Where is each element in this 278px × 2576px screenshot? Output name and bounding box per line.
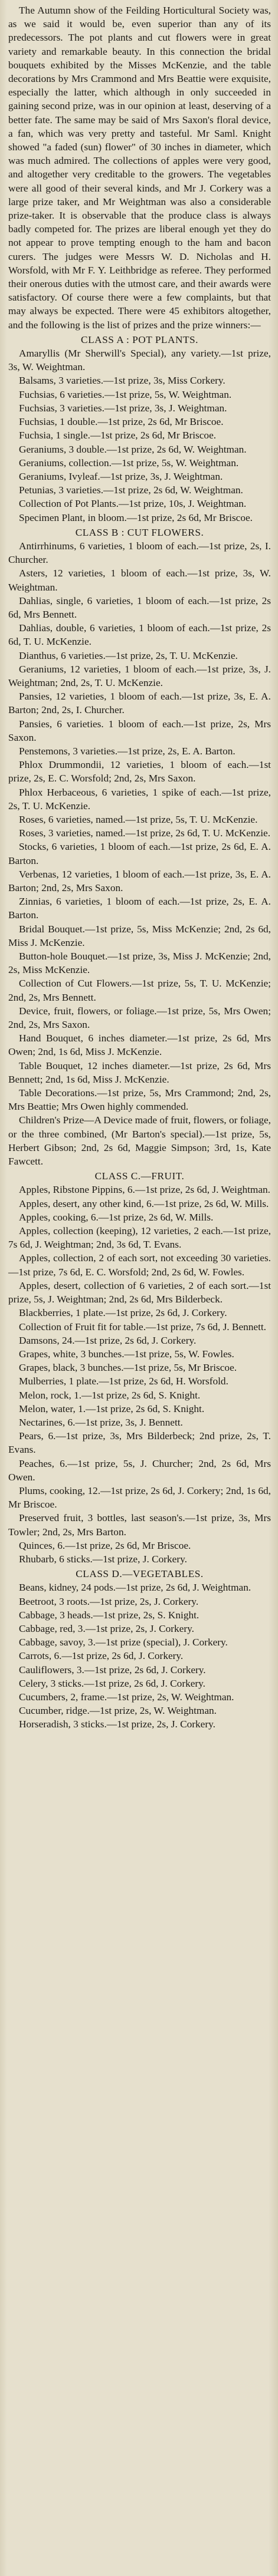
prize-entry: Beans, kidney, 24 pods.—1st prize, 2s 6d, J. Weightman. <box>19 1582 251 1594</box>
prize-entry: Cabbage, 3 heads.—1st prize, 2s, S. Knight. <box>19 1609 199 1621</box>
prize-entry: Roses, 6 varieties, named.—1st prize, 5s, T. U. McKenzie. <box>19 813 258 825</box>
prize-entry: Cauliflowers, 3.—1st prize, 2s 6d, J. Corkery. <box>19 1664 206 1675</box>
prize-entry: Fuchsia, 1 single.—1st prize, 2s 6d, Mr Briscoe. <box>19 430 217 441</box>
prize-entry: Collection of Pot Plants.—1st prize, 10s, J. Weightman. <box>19 498 247 510</box>
prize-entry: Preserved fruit, 3 bottles, last season's.—1st prize, 3s, Mrs Towler; 2nd, 2s, Mrs Barton. <box>8 1512 271 1538</box>
article-body <box>8 4 271 1731</box>
prize-entry: Fuchsias, 1 double.—1st prize, 2s 6d, Mr Briscoe. <box>19 416 224 428</box>
prize-entry: Hand Bouquet, 6 inches diameter.—1st prize, 2s 6d, Mrs Owen; 2nd, 1s 6d, Miss J. McKenzie. <box>8 1033 271 1058</box>
prize-entry: Bridal Bouquet.—1st prize, 5s, Miss McKenzie; 2nd, 2s 6d, Miss J. McKenzie. <box>8 923 271 948</box>
prize-entry: Mulberries, 1 plate.—1st prize, 2s 6d, H. Worsfold. <box>19 1376 228 1387</box>
prize-entry: Apples, cooking, 6.—1st prize, 2s 6d, W. Mills. <box>19 1211 214 1223</box>
prize-entry: Cabbage, red, 3.—1st prize, 2s, J. Corkery. <box>19 1622 194 1634</box>
prize-entry: Button-hole Bouquet.—1st prize, 3s, Miss J. McKenzie; 2nd, 2s, Miss McKenzie. <box>8 951 271 976</box>
prize-entry: Grapes, white, 3 bunches.—1st prize, 5s, W. Fowles. <box>19 1348 234 1360</box>
prize-entry: Rhubarb, 6 sticks.—1st prize, J. Corkery. <box>19 1553 187 1565</box>
prize-entry: Stocks, 6 varieties, 1 bloom of each.—1st prize, 2s 6d, E. A. Barton. <box>8 841 271 866</box>
prize-entry: Apples, collection (keeping), 12 varieties, 2 each.—1st prize, 7s 6d, J. Weightman; 2nd, 3s 6d, T. Evans. <box>8 1225 271 1251</box>
prize-entry: Roses, 3 varieties, named.—1st prize, 2s 6d, T. U. McKenzie. <box>19 827 271 839</box>
prize-entry: Geraniums, collection.—1st prize, 5s, W. Weightman. <box>19 457 239 469</box>
prize-entry: Table Bouquet, 12 inches diameter.—1st prize, 2s 6d, Mrs Bennett; 2nd, 1s 6d, Miss J. McKenzie. <box>8 1060 271 1085</box>
prize-entry: Geraniums, 3 double.—1st prize, 2s 6d, W. Weightman. <box>19 443 247 455</box>
prize-entry: Zinnias, 6 varieties, 1 bloom of each.—1st prize, 2s, E. A. Barton. <box>8 896 271 921</box>
prize-entry: Apples, collection, 2 of each sort, not exceeding 30 varieties.—1st prize, 7s 6d, E. C. Worsfold; 2nd, 2s 6d, W. Fowles. <box>8 1252 271 1278</box>
prize-entry: Pansies, 6 varieties. 1 bloom of each.—1st prize, 2s, Mrs Saxon. <box>8 718 271 743</box>
prize-entry: Horseradish, 3 sticks.—1st prize, 2s, J. Corkery. <box>19 1719 215 1730</box>
prize-entry: Beetroot, 3 roots.—1st prize, 2s, J. Corkery. <box>19 1595 199 1607</box>
prize-entry: Pansies, 12 varieties, 1 bloom of each.—1st prize, 3s, E. A. Barton; 2nd, 2s, I. Churcher. <box>8 691 271 716</box>
prize-entry: Geraniums, Ivyleaf.—1st prize, 3s, J. Weightman. <box>19 470 223 482</box>
prize-entry: Dahlias, double, 6 varieties, 1 bloom of each.—1st prize, 2s 6d, T. U. McKenzie. <box>8 622 271 648</box>
prize-entry: Device, fruit, flowers, or foliage.—1st prize, 5s, Mrs Owen; 2nd, 2s, Mrs Saxon. <box>8 1005 271 1031</box>
section-heading: CLASS D.—VEGETABLES. <box>76 1568 204 1580</box>
prize-entry: Apples, desert, collection of 6 varieties, 2 of each sort.—1st prize, 5s, J. Weightman; 2nd, 2s 6d, Mrs Bilderbeck. <box>8 1279 271 1305</box>
prize-entry: Phlox Drummondii, 12 varieties, 1 bloom of each.—1st prize, 2s, E. C. Worsfold; 2nd, 2s, Mrs Saxon. <box>8 759 271 784</box>
prize-entry: Fuchsias, 3 varieties.—1st prize, 3s, J. Weightman. <box>19 402 227 414</box>
prize-entry: Nectarines, 6.—1st prize, 3s, J. Bennett. <box>19 1416 183 1428</box>
prize-entry: Blackberries, 1 plate.—1st prize, 2s 6d, J. Corkery. <box>19 1307 227 1319</box>
prize-entry: Antirrhinums, 6 varieties, 1 bloom of each.—1st prize, 2s, I. Churcher. <box>8 540 271 566</box>
intro-paragraph: The Autumn show of the Feilding Horticultural Society was, as we said it would be, even superior than any of its predecessors. The pot plants and cut flowers were in great variety and remarkable beauty. In this connection the bridal bouquets exhibited by the Misses McKenzie, and the table decorations by Mrs Crammond and Mrs Beattie were exquisite, especially the latter, which although in only succeeded in gaining second prize, was in our opinion at least, deserving of a better fate. The same may be said of Mrs Saxon's floral device, a fan, which was very pretty and tasteful. Mr Saml. Knight showed "a faded (sun) flower" of 30 inches in diameter, which was much admired. The collections of apples were very good, and altogether very creditable to the growers. The vegetables were all good of their several kinds, and Mr J. Corkery was a large prize taker, and Mr Weightman was also a considerable prize-taker. It is observable that the produce class is always badly competed for. The prizes are liberal enough yet they do not appear to prove tempting enough to the ham and bacon curers. The judges were Messrs W. D. Nicholas and H. Worsfold, with Mr F. Y. Leithbridge as referee. They performed their onerous duties with the utmost care, and their awards were satisfactory. Of course there were a few complaints, but that may always be expected. There were 45 exhibitors altogether, and the following is the list of prizes and the prize winners:— <box>8 5 271 331</box>
prize-entry: Melon, rock, 1.—1st prize, 2s 6d, S. Knight. <box>19 1389 201 1401</box>
section-heading: CLASS C.—FRUIT. <box>94 1170 185 1182</box>
prize-entry: Cucumbers, 2, frame.—1st prize, 2s, W. Weightman. <box>19 1691 234 1703</box>
prize-entry: Amaryllis (Mr Sherwill's Special), any variety.—1st prize, 3s, W. Weightman. <box>8 348 271 373</box>
prize-entry: Plums, cooking, 12.—1st prize, 2s 6d, J. Corkery; 2nd, 1s 6d, Mr Briscoe. <box>8 1485 271 1510</box>
prize-entry: Celery, 3 sticks.—1st prize, 2s 6d, J. Corkery. <box>19 1677 205 1689</box>
prize-entry: Asters, 12 varieties, 1 bloom of each.—1st prize, 3s, W. Weightman. <box>8 568 271 593</box>
prize-entry: Dahlias, single, 6 varieties, 1 bloom of each.—1st prize, 2s 6d, Mrs Bennett. <box>8 595 271 620</box>
prize-entry: Fuchsias, 6 varieties.—1st prize, 5s, W. Weightman. <box>19 388 232 400</box>
prize-entry: Grapes, black, 3 bunches.—1st prize, 5s, Mr Briscoe. <box>19 1362 237 1374</box>
prize-entry: Dianthus, 6 varieties.—1st prize, 2s, T. U. McKenzie. <box>19 649 238 661</box>
prize-entry: Petunias, 3 varieties.—1st prize, 2s 6d, W. Weightman. <box>19 484 243 496</box>
section-heading: CLASS A : POT PLANTS. <box>81 334 198 345</box>
prize-entry: Peaches, 6.—1st prize, 5s, J. Churcher; 2nd, 2s 6d, Mrs Owen. <box>8 1457 271 1483</box>
prize-entry: Melon, water, 1.—1st prize, 2s 6d, S. Knight. <box>19 1403 205 1414</box>
prize-entry: Collection of Cut Flowers.—1st prize, 5s, T. U. McKenzie; 2nd, 2s, Mrs Bennett. <box>8 978 271 1003</box>
prize-entry: Children's Prize—A Device made of fruit, flowers, or foliage, or the three combined, (Mr Barton's special).—1st prize, 5s, Herbert Gibson; 2nd, 2s 6d, Maggie Simpson; 3rd, 1s, Kate Fawcett. <box>8 1114 271 1167</box>
prize-entry: Penstemons, 3 varieties.—1st prize, 2s, E. A. Barton. <box>19 745 236 757</box>
prize-entry: Cabbage, savoy, 3.—1st prize (special), J. Corkery. <box>19 1637 228 1648</box>
prize-entry: Damsons, 24.—1st prize, 2s 6d, J. Corkery. <box>19 1334 197 1346</box>
prize-entry: Phlox Herbaceous, 6 varieties, 1 spike of each.—1st prize, 2s, T. U. McKenzie. <box>8 786 271 812</box>
prize-entry: Verbenas, 12 varieties, 1 bloom of each.—1st prize, 3s, E. A. Barton; 2nd, 2s, Mrs Saxon. <box>8 868 271 893</box>
prize-entry: Specimen Plant, in bloom.—1st prize, 2s 6d, Mr Briscoe. <box>19 512 253 523</box>
prize-entry: Carrots, 6.—1st prize, 2s 6d, J. Corkery. <box>19 1650 184 1662</box>
section-heading: CLASS B : CUT FLOWERS. <box>75 526 204 538</box>
prize-entry: Balsams, 3 varieties.—1st prize, 3s, Miss Corkery. <box>19 375 225 387</box>
prize-entry: Table Decorations.—1st prize, 5s, Mrs Crammond; 2nd, 2s, Mrs Beattie; Mrs Owen highly commended. <box>8 1087 271 1113</box>
prize-entry: Apples, Ribstone Pippins, 6.—1st prize, 2s 6d, J. Weightman. <box>19 1184 270 1196</box>
prize-entry: Apples, desert, any other kind, 6.—1st prize, 2s 6d, W. Mills. <box>19 1198 269 1209</box>
prize-entry: Pears, 6.—1st prize, 3s, Mrs Bilderbeck; 2nd prize, 2s, T. Evans. <box>8 1430 271 1456</box>
prize-entry: Collection of Fruit fit for table.—1st prize, 7s 6d, J. Bennett. <box>19 1321 267 1332</box>
prize-entry: Geraniums, 12 varieties, 1 bloom of each.—1st prize, 3s, J. Weightman; 2nd, 2s, T. U. McKenzie. <box>8 663 271 688</box>
prize-entry: Cucumber, ridge.—1st prize, 2s, W. Weightman. <box>19 1705 217 1717</box>
prize-entry: Quinces, 6.—1st prize, 2s 6d, Mr Briscoe. <box>19 1539 191 1551</box>
